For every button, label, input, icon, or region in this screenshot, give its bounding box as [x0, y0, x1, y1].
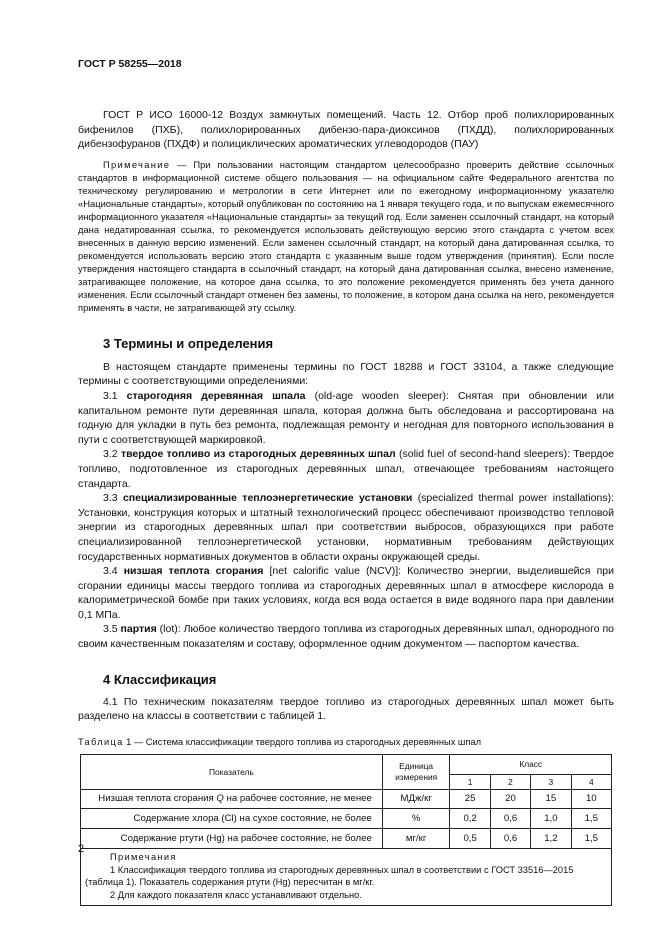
table-row — [81, 789, 612, 808]
value-cell: 0,6 — [490, 828, 530, 848]
unit-cell: % — [382, 808, 450, 828]
classification-table — [80, 754, 612, 906]
table-header-row — [81, 754, 612, 774]
term-definition: (old-age wooden sleeper): Снятая при обновлении или капитальном ремонте пути деревянная шпала, которая должна быть обследована и рассортирована на годную для укладки в путь без ремонта, подлежащая ремонту и негодная для повторного использования в пути с соответствующей маркировкой. — [78, 389, 615, 446]
section-4-1: 4.1 По техническим показателям твердое топливо из старогодных деревянных шпал может быть разделено на классы в соответствии с таблицей 1. — [78, 695, 614, 723]
page-number: 2 — [78, 843, 85, 855]
term-3-3 — [78, 491, 614, 564]
unit-cell: мг/кг — [382, 828, 450, 848]
section-3-heading: 3 Термины и определения — [103, 335, 274, 351]
note-text: — При пользовании настоящим стандартом целесообразно проверить действие ссылочных стандартов в информационной системе общего пользования — на официальном сайте Федерального агентства по техническому регулированию и метрологии в сети Интернет или по ежегодному информационному указателю «Национальные стандарты», который опубликован по состоянию на 1 января текущего года, и по выпускам ежемесячного информационного указателя «Национальные стандарты» за текущий год. Если заменен ссылочный стандарт, на который дана недатированная ссылка, то рекомендуется использовать действующую версию этого стандарта с учетом всех внесенных в данную версию изменений. Если заменен ссылочный стандарт, на который дана датированная ссылка, то рекомендуется использовать версию этого стандарта с указанным выше годом утверждения (принятия). Если после утверждения настоящего стандарта в ссылочный стандарт, на который дана датированная ссылка, внесено изменение, затрагивающее положение, на которое дана ссылка, то это положение рекомендуется применять без учета данного изменения. Если ссылочный стандарт отменен без замены, то положение, в котором дана ссылка на него, рекомендуется применять в части, не затрагивающей эту ссылку. — [78, 158, 614, 313]
note-label: Примечание — [103, 158, 171, 170]
term-number: 3.1 — [103, 389, 127, 402]
class-number: 4 — [571, 774, 611, 789]
term-3-5 — [78, 622, 614, 651]
section-4-heading: 4 Классификация — [103, 671, 217, 687]
term-name: низшая теплота сгорания — [123, 565, 264, 578]
table-caption — [78, 736, 614, 748]
table-notes-row — [81, 848, 612, 905]
table-caption-text: 1 — Система классификации твердого топлива из старогодных деревянных шпал — [123, 736, 482, 747]
value-cell: 10 — [571, 789, 611, 808]
notes-label: Примечания — [110, 851, 177, 862]
term-number: 3.3 — [103, 492, 123, 505]
table-label: Таблица — [78, 736, 124, 747]
term-number: 3.5 — [103, 623, 121, 636]
value-cell: 0,5 — [450, 828, 490, 848]
term-definition: [net calorific value (NCV)]: Количество энергии, выделившейся при сгорании единицы массы твердого топлива из старогодных деревянных шпал в атмосфере кислорода в калориметрической бомбе при таких условиях, когда вся вода остается в виде водяного пара при давлении 0,1 МПа. — [78, 565, 614, 621]
class-number: 2 — [490, 774, 530, 789]
table-row — [81, 808, 612, 828]
term-name: специализированные теплоэнергетические установки — [122, 492, 413, 505]
term-name: старогодняя деревянная шпала — [126, 389, 306, 402]
indicator-text: на рабочее состояние, не менее — [223, 793, 372, 805]
column-header-indicator: Показатель — [81, 754, 383, 789]
section-3-intro: В настоящем стандарте применены термины по ГОСТ 18288 и ГОСТ 33104, а также следующие термины с соответствующими определениями: — [78, 360, 614, 388]
indicator-text: Низшая теплота сгорания — [98, 793, 217, 805]
value-cell: 20 — [490, 789, 530, 808]
document-header: ГОСТ Р 58255—2018 — [78, 58, 182, 70]
table-row — [81, 828, 612, 848]
term-number: 3.4 — [103, 565, 124, 578]
term-3-2 — [78, 447, 614, 491]
term-3-4 — [78, 564, 614, 622]
term-name: партия — [120, 623, 157, 636]
indicator-cell — [81, 789, 383, 808]
column-header-class: Класс — [450, 754, 612, 774]
reference-entry: ГОСТ Р ИСО 16000-12 Воздух замкнутых помещений. Часть 12. Отбор проб полихлорированных бифенилов (ПХБ), полихлорированных дибензо-пара-диоксинов (ПХДД), полихлорированных дибензофуранов (ПХДФ) и полициклических ароматических углеводородов (ПАУ) — [78, 109, 614, 151]
document-page — [78, 58, 614, 906]
value-cell: 0,6 — [490, 808, 530, 828]
unit-cell: МДж/кг — [382, 789, 450, 808]
term-definition: (lot): Любое количество твердого топлива из старогодных деревянных шпал, однородного по своим качественным показателям и составу, оформленное одним документом — паспортом качества. — [78, 623, 614, 651]
term-definition: (specialized thermal power installations): Установки, конструкция которых и штатный технологический процесс обеспечивают производство тепловой энергии из старогодных деревянных шпал при соответствии выбросов, образующихся при работе специализированной теплоэнергетической установки, нормативным требованиям действующих государственных нормативных документов в области охраны окружающей среды. — [78, 492, 615, 563]
value-cell: 1,0 — [531, 808, 571, 828]
table-notes — [81, 848, 612, 905]
value-cell: 25 — [450, 789, 490, 808]
note-paragraph — [78, 158, 614, 314]
class-number: 1 — [450, 774, 490, 789]
value-cell: 1,5 — [571, 808, 611, 828]
indicator-cell: Содержание ртути (Hg) на рабочее состояние, не более — [81, 828, 383, 848]
term-3-1 — [78, 389, 614, 447]
table-note: 2 Для каждого показателя класс устанавливают отдельно. — [110, 890, 362, 901]
term-definition: (solid fuel of second-hand sleepers): Твердое топливо, подготовленное из старогодных деревянных шпал, отвечающее требованиям настоящего стандарта. — [78, 448, 614, 490]
value-cell: 1,5 — [571, 828, 611, 848]
value-cell: 0,2 — [450, 808, 490, 828]
table-note: 1 Классификация твердого топлива из старогодных деревянных шпал в соответствии с ГОСТ 33516—2015 (таблица 1). Показатель содержания ртути (Hg) пересчитан в мг/кг. — [85, 864, 574, 888]
term-name: твердое топливо из старогодных деревянных шпал — [120, 448, 396, 461]
class-number: 3 — [531, 774, 571, 789]
column-header-unit: Единица измерения — [382, 754, 450, 789]
value-cell: 15 — [531, 789, 571, 808]
indicator-symbol: Q — [216, 793, 224, 805]
term-number: 3.2 — [103, 448, 121, 461]
value-cell: 1,2 — [531, 828, 571, 848]
indicator-cell: Содержание хлора (Cl) на сухое состояние, не более — [81, 808, 383, 828]
